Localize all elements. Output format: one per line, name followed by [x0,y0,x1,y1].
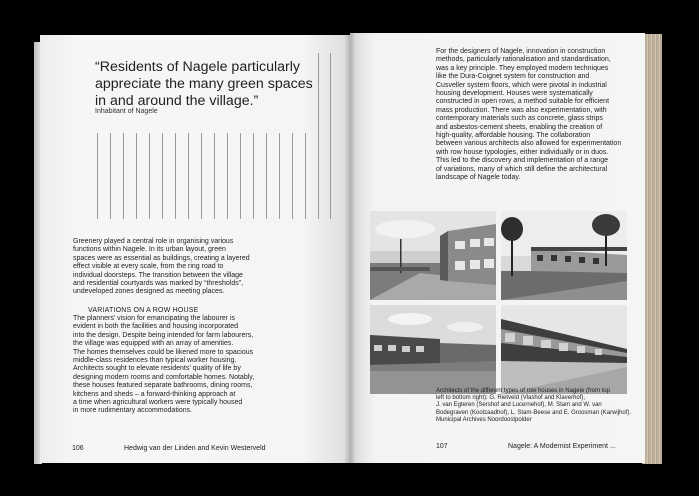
text-line: with row house typologies, either individually or in duos. [436,148,609,156]
text-line: middle-class residences than typical worker housing. [73,357,237,365]
paragraph-greenery [73,238,283,297]
text-line: contemporary materials such as concrete, glass strips [436,115,603,123]
left-page [40,35,350,463]
photo-row-houses-van-egteren [501,211,627,300]
text-line: evident in both the facilities and housing incorporated [73,323,238,331]
caption-line: Bodegraven (Koolzaadhof), L. Stam-Beese and E. Groosman (Karwijhof). [436,409,632,416]
photo-row-houses-rietveld [370,211,496,300]
text-line: of variations, many of which still define the architectural [436,165,608,173]
quote-attribution: Inhabitant of Nagele [95,108,158,115]
page-number-right: 107 [436,443,448,450]
photo-caption [436,388,636,424]
text-line: For the designers of Nagele, innovation in construction [436,48,606,55]
text-line: methods, particularly rationalisation and standardisation, [436,56,611,64]
section-heading: VARIATIONS ON A ROW HOUSE [88,307,199,314]
page-number-left: 106 [72,445,84,452]
caption-line: Municipal Archives Noordoostpolder [436,416,532,423]
text-line: The planners’ vision for emancipating the labourer is [73,315,235,322]
paragraph-construction [436,48,636,183]
right-page-edges [642,34,662,464]
text-line: kitchens and sheds – a forward-thinking approach at [73,390,236,398]
text-line: Architects sought to elevate residents’ quality of life by [73,365,241,373]
text-line: like the Dura-Coignet system for construction and [436,73,590,81]
text-line: effect visible at every scale, from the ring road to [73,263,224,271]
right-page [350,33,645,463]
text-line: designing modern rooms and comfortable homes. Notably, [73,373,255,381]
caption-line: left to bottom right): G. Rietveld (Vlashof and Klaverhof), [436,395,586,402]
pull-quote: “Residents of Nagele particularly appreciate the many green spaces in and around the village.” [95,59,313,109]
text-line: functions within Nagele. In its urban layout, green [73,246,226,254]
text-line: Cusveller system floors, which were pivotal in industrial [436,81,607,89]
text-line: in more rudimentary accommodations. [73,407,193,415]
text-line: mass production. There was also experimentation, with [436,106,607,114]
caption-line: J. van Egteren (Sershof and Lucernehof), M. Stam and W. van [436,402,602,409]
text-line: constructed in open rows, a method suitable for efficient [436,98,610,106]
text-line: high-quality, affordable housing. The collaboration [436,132,591,140]
photo-row-houses-stam [370,305,496,394]
book-gutter-shadow [344,33,356,465]
paragraph-row-house [73,315,283,416]
text-line: Greenery played a central role in organising various [73,238,234,245]
text-line: individual doorsteps. The transition between the village [73,271,243,279]
text-line: was a key principle. They employed modern techniques [436,64,609,72]
text-line: and residential courtyards was marked by “thresholds”, [73,280,244,288]
text-line: a time when agricultural workers were typically housed [73,399,243,407]
text-line: spaces were as essential as buildings, creating a layered [73,254,250,262]
caption-line: Architects of the different types of row houses in Nagele (from top [436,388,610,394]
text-line: landscape of Nagele today. [436,174,521,182]
photo-row-houses-stam-beese-groosman [501,305,627,394]
running-header-left: Hedwig van der Linden and Kevin Westerveld [124,445,266,452]
text-line: The homes themselves could be likened more to spacious [73,348,254,356]
text-line: undeveloped zones designed as meeting places. [73,288,225,296]
text-line: This led to the discovery and implementation of a range [436,157,608,165]
text-line: between various architects also allowed for experimentation [436,140,622,148]
text-line: and asbestos-cement sheets, enabling the creation of [436,123,603,131]
text-line: these houses featured separate bathrooms, dining rooms, [73,382,253,390]
text-line: into the design. Despite being intended for farm labourers, [73,331,254,339]
decorative-line-grid [97,133,327,219]
text-line: the village was equipped with an array of amenities. [73,340,234,348]
decorative-vertical-line [330,53,331,219]
running-header-right: Nagele: A Modernist Experiment ... [508,443,616,450]
text-line: housing development. Houses were systematically [436,90,593,98]
